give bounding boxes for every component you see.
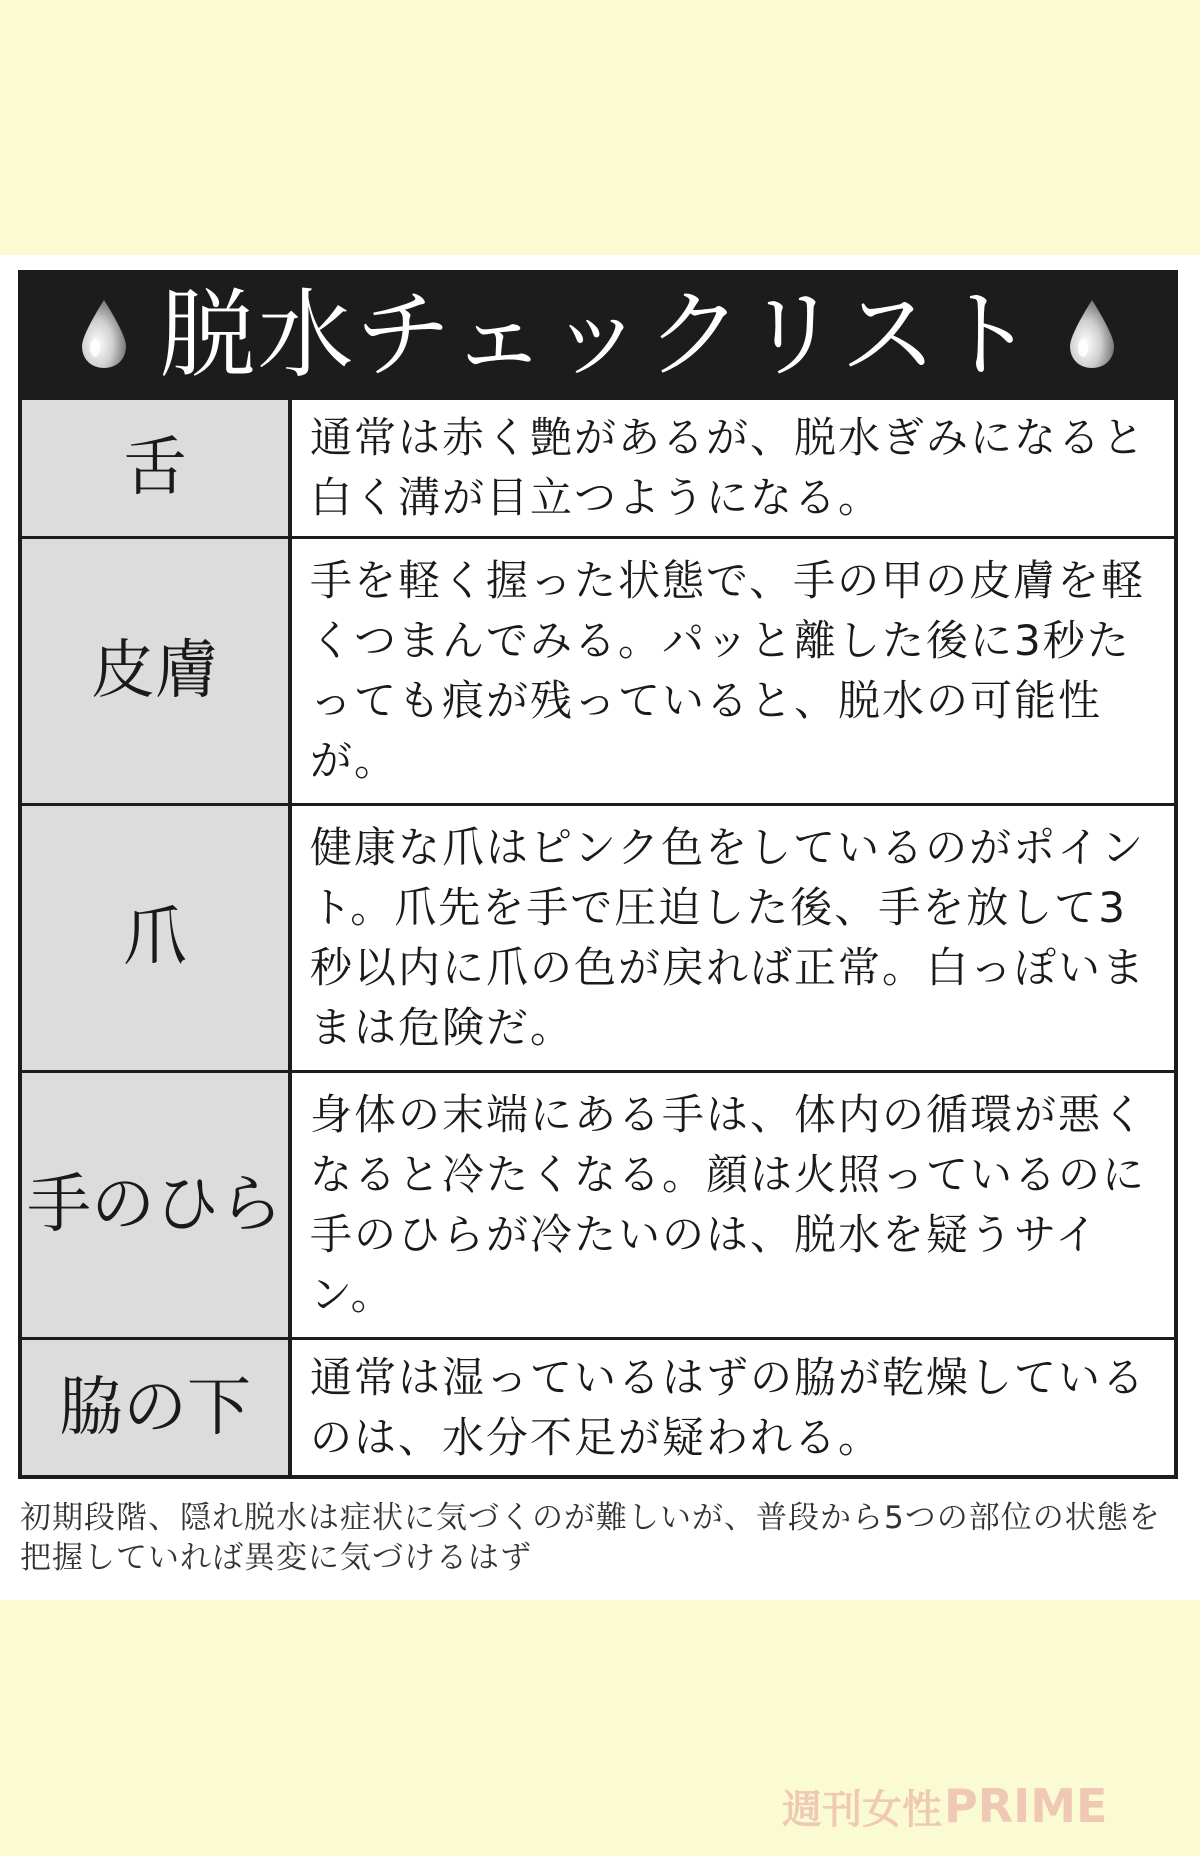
table-row: [22, 536, 1174, 803]
row-description: 通常は赤く艶があるが、脱水ぎみになると白く溝が目立つようになる。: [310, 413, 1147, 522]
row-description: 健康な爪はピンク色をしているのがポイント。爪先を手で圧迫した後、手を放して3秒以内に爪の色が戻れば正常。白っぽいままは危険だ。: [310, 823, 1147, 1052]
water-drop-icon: [78, 298, 130, 370]
row-label: 爪: [123, 901, 187, 975]
row-label-cell: [22, 400, 292, 536]
row-label-cell: [22, 539, 292, 803]
table-row: [22, 1070, 1174, 1337]
table-row: [22, 803, 1174, 1070]
logo-japanese: 週刊女性: [782, 1786, 942, 1833]
row-description-cell: [292, 1340, 1174, 1475]
caption: 初期段階、隠れ脱水は症状に気づくのが難しいが、普段から5つの部位の状態を把握していれば異変に気づけるはず: [20, 1500, 1161, 1576]
title-bar: [18, 270, 1178, 400]
row-label-cell: [22, 1340, 292, 1475]
logo-english: PRIME: [944, 1779, 1108, 1833]
row-description-cell: [292, 539, 1174, 803]
row-description-cell: [292, 1073, 1174, 1337]
row-label: 皮膚: [91, 634, 219, 708]
row-label: 脇の下: [59, 1370, 251, 1445]
row-description: 身体の末端にある手は、体内の循環が悪くなると冷たくなる。顔は火照っているのに手のひらが冷たいのは、脱水を疑うサイン。: [310, 1090, 1147, 1319]
checklist-table: [18, 400, 1178, 1479]
row-description: 手を軽く握った状態で、手の甲の皮膚を軽くつまんでみる。パッと離した後に3秒たっても痕が残っていると、脱水の可能性が。: [310, 556, 1146, 785]
row-label-cell: [22, 806, 292, 1070]
page-title: 脱水チェックリスト: [159, 279, 1037, 391]
row-label-cell: [22, 1073, 292, 1337]
row-description-cell: [292, 400, 1174, 536]
water-drop-icon: [1066, 298, 1118, 370]
row-description-cell: [292, 806, 1174, 1070]
row-label: 舌: [123, 431, 187, 505]
row-label: 手のひら: [27, 1168, 283, 1242]
table-row: [22, 1337, 1174, 1475]
publisher-logo: [782, 1778, 1172, 1834]
row-description: 通常は湿っているはずの脇が乾燥しているのは、水分不足が疑われる。: [310, 1352, 1147, 1462]
table-row: [22, 400, 1174, 536]
